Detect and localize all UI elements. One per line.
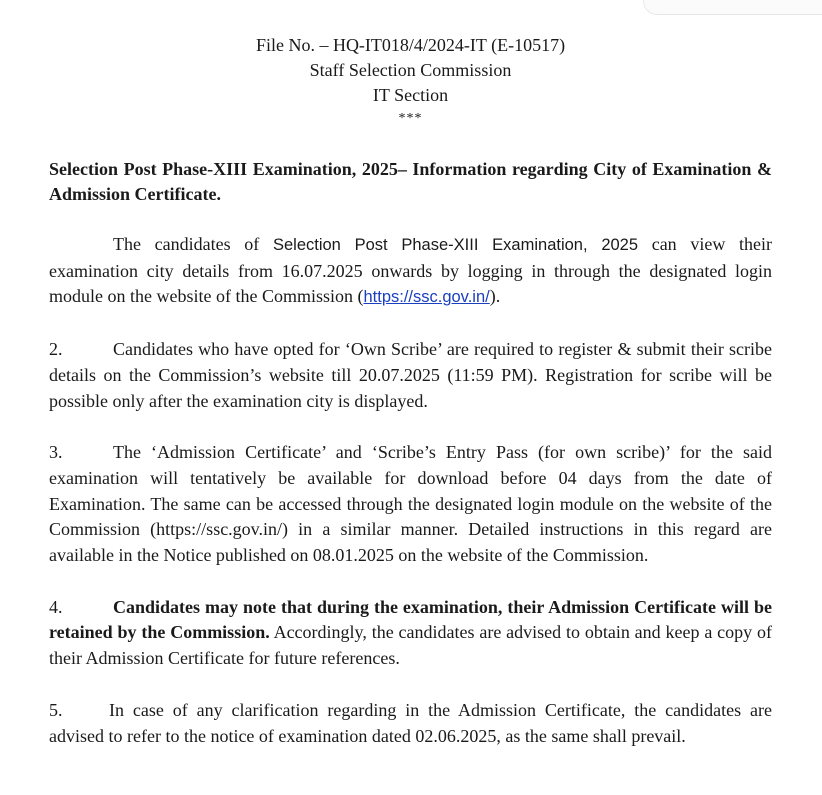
para1-text-middle: can view their examination city details from 16.07.2025 onwards by logging in through the designated login module on the website of the Commission ( (49, 234, 773, 307)
document-header (49, 0, 772, 126)
para3-text: The ‘Admission Certificate’ and ‘Scribe’s Entry Pass (for own scribe)’ for the said examination will tentatively be available for download before 04 days from the date of Examination. The same can be accessed through the designated login module on the website of the Commission (https://ssc.gov.in/) in a similar manner. Detailed instructions in this regard are available in the Notice published on 08.01.2025 on the website of the Commission. (49, 442, 772, 566)
paragraph-number: 3. (49, 442, 63, 463)
para5-text: In case of any clarification regarding in the Admission Certificate, the candidates are advised to refer to the notice of examination dated 02.06.2025, as the same shall prevail. (49, 699, 772, 746)
section-name: IT Section (372, 85, 449, 105)
organisation-name: Staff Selection Commission (309, 60, 512, 80)
paragraph-number: 2. (49, 339, 63, 360)
para4-bold-text: Candidates may note that during the examination, their Admission Certificate will be retained by the Commission. (49, 596, 772, 643)
notice-document (49, 0, 772, 749)
paragraph-number: 4. (49, 596, 63, 617)
notice-subject: Selection Post Phase-XIII Examination, 2025– Information regarding City of Examination & Admission Certificate. (49, 159, 772, 204)
para1-text-after: ). (489, 286, 501, 307)
paragraph-4 (49, 595, 772, 672)
para1-text-before: The candidates of (113, 234, 273, 254)
ssc-website-link[interactable]: https://ssc.gov.in/ (363, 288, 490, 307)
para2-text: Candidates who have opted for ‘Own Scribe’ are required to register & submit their scribe details on the Commission’s website till 20.07.2025 (11:59 PM). Registration for scribe will be possible only after the examination city is displayed. (49, 339, 772, 411)
paragraph-5 (49, 698, 772, 749)
paragraph-1 (49, 232, 772, 311)
paragraph-3 (49, 440, 772, 569)
header-separator: *** (398, 111, 423, 126)
para4-text: Accordingly, the candidates are advised to obtain and keep a copy of their Admission Certificate for future references. (49, 622, 772, 669)
file-number: File No. – HQ-IT018/4/2024-IT (E-10517) (255, 35, 566, 55)
paragraph-number: 5. (49, 699, 63, 720)
exam-name: Selection Post Phase-XIII Examination, 2025 (272, 236, 639, 254)
paragraph-2 (49, 337, 772, 414)
